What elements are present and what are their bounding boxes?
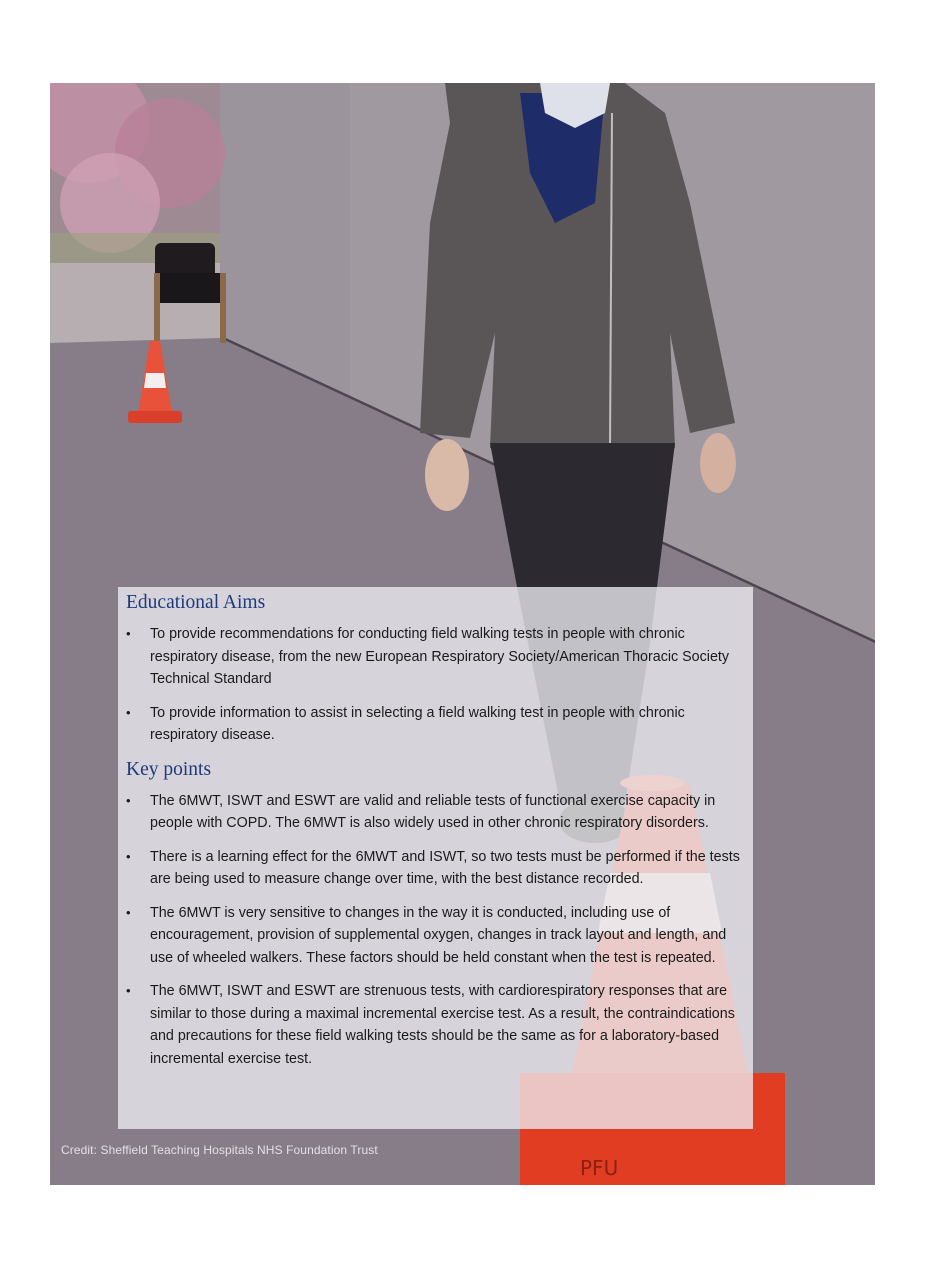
bullet-icon: • xyxy=(126,983,131,998)
list-item: • There is a learning effect for the 6MWT and ISWT, so two tests must be performed if the tests are being used to measure change over time, with the best distance recorded. xyxy=(126,846,745,891)
bullet-icon: • xyxy=(126,792,131,808)
cone-label: PFU xyxy=(580,1156,619,1180)
list-item: • The 6MWT, ISWT and ESWT are strenuous tests, with cardiorespiratory responses that are similar to those during a maximal incremental exercise test. As a result, the contraindications and precautions for these field walking tests should be the same as for a laboratory-based incremental exercise test. xyxy=(126,980,745,1070)
key-points-panel xyxy=(118,587,753,1129)
bullet-icon: • xyxy=(126,704,131,720)
list-item: • To provide information to assist in selecting a field walking test in people with chronic respiratory disease. xyxy=(126,702,745,747)
bullet-icon: • xyxy=(126,626,131,641)
list-item: • The 6MWT is very sensitive to changes in the way it is conducted, including use of encouragement, provision of supplemental oxygen, changes in track layout and length, and use of wheeled walkers. These factors should be held constant when the test is repeated. xyxy=(126,902,745,970)
key-points-heading: Key points xyxy=(126,758,212,780)
educational-aims-heading: Educational Aims xyxy=(126,592,266,613)
bullet-icon: • xyxy=(126,904,131,920)
educational-aims-list xyxy=(126,623,745,747)
photo-credit: Credit: Sheffield Teaching Hospitals NHS Foundation Trust xyxy=(61,1143,378,1157)
list-item: • The 6MWT, ISWT and ESWT are valid and reliable tests of functional exercise capacity in people with COPD. The 6MWT is also widely used in other chronic respiratory disorders. xyxy=(126,790,745,835)
bullet-icon: • xyxy=(126,848,131,864)
key-points-list xyxy=(126,790,745,1071)
list-item: • To provide recommendations for conducting field walking tests in people with chronic respiratory disease, from the new European Respiratory Society/American Thoracic Society Technical Standard xyxy=(126,623,745,691)
